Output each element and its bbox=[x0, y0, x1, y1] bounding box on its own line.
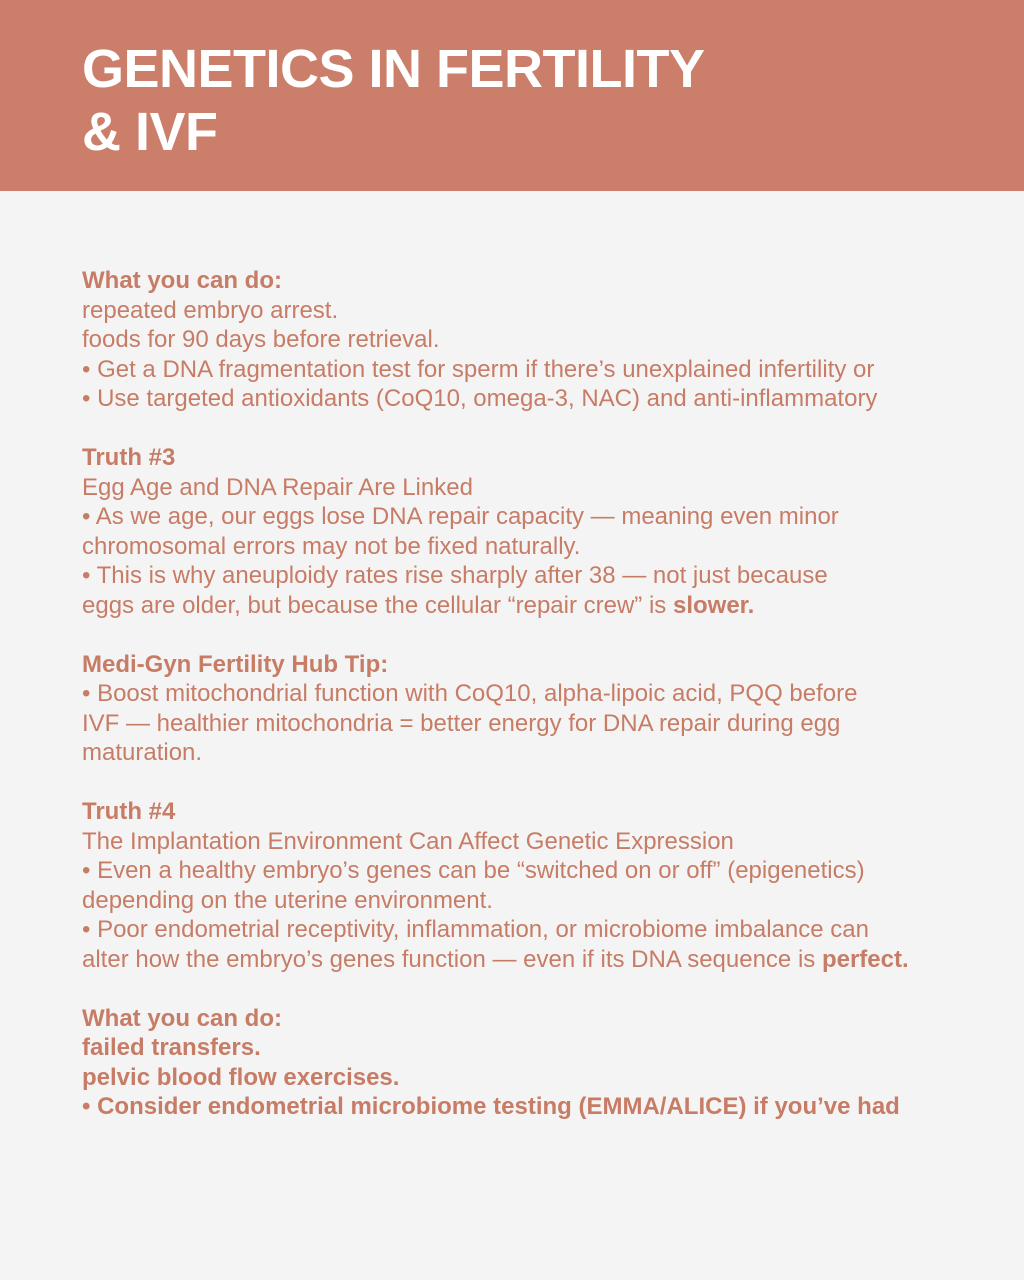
body-line: chromosomal errors may not be fixed naturally. bbox=[82, 532, 581, 560]
bullet-line: • This is why aneuploidy rates rise sharply after 38 — not just because bbox=[82, 562, 828, 589]
bullet-line: • Boost mitochondrial function with CoQ10, alpha-lipoic acid, PQQ before bbox=[82, 680, 858, 707]
section-hub-tip bbox=[82, 650, 1002, 768]
body-line bbox=[82, 591, 1002, 621]
body-line bbox=[82, 945, 1002, 975]
page-title bbox=[82, 38, 705, 164]
emphasis-text: slower. bbox=[672, 591, 755, 619]
spacer bbox=[82, 414, 1002, 444]
bullet-line: • Even a healthy embryo’s genes can be “switched on or off” (epigenetics) bbox=[82, 857, 865, 884]
spacer bbox=[82, 974, 1002, 1004]
header-banner bbox=[0, 0, 1024, 191]
body-line: failed transfers. bbox=[82, 1034, 261, 1061]
body-line: foods for 90 days before retrieval. bbox=[82, 326, 440, 353]
body-line: pelvic blood flow exercises. bbox=[82, 1063, 400, 1091]
body-text: alter how the embryo’s genes function — even if its DNA sequence is bbox=[82, 945, 822, 973]
spacer bbox=[82, 768, 1002, 798]
body-line: maturation. bbox=[82, 739, 203, 766]
section-heading: Truth #4 bbox=[82, 798, 176, 825]
section-heading: Medi-Gyn Fertility Hub Tip: bbox=[82, 650, 389, 678]
section-truth-3 bbox=[82, 443, 1002, 620]
body-line: repeated embryo arrest. bbox=[82, 296, 339, 324]
bullet-line: • Get a DNA fragmentation test for sperm if there’s unexplained infertility or bbox=[82, 355, 875, 383]
section-what-you-can-do-1 bbox=[82, 266, 1002, 414]
title-line-1: GENETICS IN FERTILITY bbox=[82, 39, 705, 99]
bullet-line: • Poor endometrial receptivity, inflammation, or microbiome imbalance can bbox=[82, 916, 869, 943]
section-heading: What you can do: bbox=[82, 1004, 282, 1032]
body-text: eggs are older, but because the cellular “repair crew” is bbox=[82, 591, 673, 619]
section-what-you-can-do-2 bbox=[82, 1004, 1002, 1122]
section-subtitle: The Implantation Environment Can Affect Genetic Expression bbox=[82, 827, 734, 855]
emphasis-text: perfect. bbox=[821, 945, 909, 973]
bullet-line: • Use targeted antioxidants (CoQ10, omega-3, NAC) and anti-inflammatory bbox=[82, 385, 878, 412]
spacer bbox=[82, 620, 1002, 650]
article-body bbox=[82, 266, 1002, 1122]
section-truth-4 bbox=[82, 797, 1002, 974]
section-heading: What you can do: bbox=[82, 267, 282, 294]
bullet-line: • Consider endometrial microbiome testing (EMMA/ALICE) if you’ve had bbox=[82, 1093, 900, 1120]
body-line: depending on the uterine environment. bbox=[82, 886, 493, 914]
body-line: IVF — healthier mitochondria = better energy for DNA repair during egg bbox=[82, 709, 841, 737]
section-subtitle: Egg Age and DNA Repair Are Linked bbox=[82, 473, 473, 501]
section-heading: Truth #3 bbox=[82, 444, 176, 471]
title-line-2: & IVF bbox=[82, 102, 218, 162]
bullet-line: • As we age, our eggs lose DNA repair capacity — meaning even minor bbox=[82, 503, 839, 530]
